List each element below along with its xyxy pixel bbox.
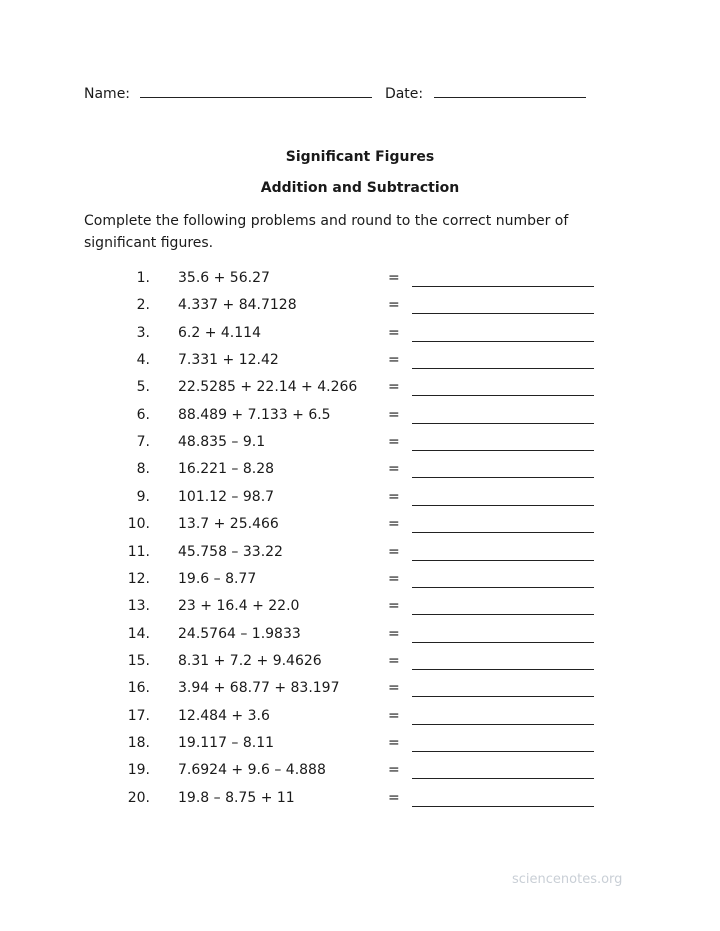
- problem-number: 18.: [127, 734, 150, 751]
- equals-sign: =: [388, 352, 400, 369]
- problem-expression: 19.8 – 8.75 + 11: [178, 789, 295, 806]
- problem-row: [0, 407, 720, 427]
- equals-sign: =: [388, 324, 400, 341]
- equals-sign: =: [388, 406, 400, 423]
- answer-blank[interactable]: [412, 368, 594, 369]
- equals-sign: =: [388, 543, 400, 560]
- problem-row: [0, 352, 720, 372]
- problem-number: 5.: [136, 379, 150, 396]
- equals-sign: =: [388, 297, 400, 314]
- problem-expression: 12.484 + 3.6: [178, 707, 270, 724]
- name-label: Name:: [84, 86, 131, 102]
- problem-number: 8.: [136, 461, 150, 478]
- equals-sign: =: [388, 734, 400, 751]
- watermark: sciencenotes.org: [512, 872, 623, 887]
- name-date-line: [84, 85, 586, 102]
- problem-row: [0, 325, 720, 345]
- problem-expression: 24.5764 – 1.9833: [178, 625, 301, 642]
- problem-row: [0, 571, 720, 591]
- equals-sign: =: [388, 652, 400, 669]
- problem-expression: 7.6924 + 9.6 – 4.888: [178, 762, 326, 779]
- equals-sign: =: [388, 488, 400, 505]
- problem-row: [0, 270, 720, 290]
- problem-row: [0, 461, 720, 481]
- worksheet-subtitle: Addition and Subtraction: [260, 180, 460, 196]
- date-field[interactable]: [434, 85, 586, 98]
- problem-number: 7.: [136, 434, 150, 451]
- problem-number: 3.: [136, 324, 150, 341]
- problem-row: [0, 680, 720, 700]
- problem-expression: 88.489 + 7.133 + 6.5: [178, 406, 331, 423]
- date-label: Date:: [384, 86, 424, 102]
- problem-number: 13.: [127, 598, 150, 615]
- equals-sign: =: [388, 680, 400, 697]
- equals-sign: =: [388, 461, 400, 478]
- answer-blank[interactable]: [412, 477, 594, 478]
- problem-number: 19.: [127, 762, 150, 779]
- problem-row: [0, 598, 720, 618]
- problem-row: [0, 489, 720, 509]
- answer-blank[interactable]: [412, 395, 594, 396]
- answer-blank[interactable]: [412, 286, 594, 287]
- problem-number: 10.: [127, 516, 150, 533]
- equals-sign: =: [388, 270, 400, 286]
- problem-number: 17.: [127, 707, 150, 724]
- answer-blank[interactable]: [412, 778, 594, 779]
- problem-number: 20.: [127, 789, 150, 806]
- answer-blank[interactable]: [412, 696, 594, 697]
- problem-row: [0, 762, 720, 782]
- problem-row: [0, 626, 720, 646]
- equals-sign: =: [388, 434, 400, 451]
- problem-number: 16.: [127, 680, 150, 697]
- answer-blank[interactable]: [412, 560, 594, 561]
- answer-blank[interactable]: [412, 587, 594, 588]
- answer-blank[interactable]: [412, 751, 594, 752]
- problem-row: [0, 708, 720, 728]
- answer-blank[interactable]: [412, 505, 594, 506]
- answer-blank[interactable]: [412, 313, 594, 314]
- problem-expression: 45.758 – 33.22: [178, 543, 283, 560]
- problem-expression: 19.117 – 8.11: [178, 734, 275, 751]
- equals-sign: =: [388, 379, 400, 396]
- equals-sign: =: [388, 598, 400, 615]
- problem-expression: 8.31 + 7.2 + 9.4626: [178, 652, 322, 669]
- problem-number: 14.: [127, 625, 150, 642]
- problem-number: 15.: [127, 652, 150, 669]
- problem-row: [0, 790, 720, 810]
- problem-expression: 16.221 – 8.28: [178, 461, 275, 478]
- problem-row: [0, 544, 720, 564]
- answer-blank[interactable]: [412, 614, 594, 615]
- answer-blank[interactable]: [412, 341, 594, 342]
- problem-number: 6.: [136, 406, 150, 423]
- problem-expression: 22.5285 + 22.14 + 4.266: [178, 379, 358, 396]
- equals-sign: =: [388, 516, 400, 533]
- problem-row: [0, 516, 720, 536]
- problem-number: 12.: [127, 570, 150, 587]
- answer-blank[interactable]: [412, 642, 594, 643]
- problem-row: [0, 379, 720, 399]
- problem-number: 2.: [136, 297, 150, 314]
- problem-expression: 48.835 – 9.1: [178, 434, 266, 451]
- answer-blank[interactable]: [412, 450, 594, 451]
- equals-sign: =: [388, 762, 400, 779]
- equals-sign: =: [388, 707, 400, 724]
- problem-expression: 19.6 – 8.77: [178, 570, 257, 587]
- problem-number: 9.: [136, 488, 150, 505]
- problem-expression: 4.337 + 84.7128: [178, 297, 297, 314]
- answer-blank[interactable]: [412, 724, 594, 725]
- problem-row: [0, 297, 720, 317]
- problem-expression: 6.2 + 4.114: [178, 324, 261, 341]
- problem-number: 4.: [136, 352, 150, 369]
- problem-expression: 35.6 + 56.27: [178, 270, 270, 286]
- name-field[interactable]: [140, 85, 372, 98]
- problem-row: [0, 653, 720, 673]
- problem-number: 11.: [127, 543, 150, 560]
- answer-blank[interactable]: [412, 806, 594, 807]
- problem-number: 1.: [136, 270, 150, 286]
- answer-blank[interactable]: [412, 532, 594, 533]
- equals-sign: =: [388, 570, 400, 587]
- problem-expression: 101.12 – 98.7: [178, 488, 275, 505]
- answer-blank[interactable]: [412, 669, 594, 670]
- problem-expression: 23 + 16.4 + 22.0: [178, 598, 300, 615]
- answer-blank[interactable]: [412, 423, 594, 424]
- problem-row: [0, 735, 720, 755]
- instructions: Complete the following problems and round to the correct number of significant figures.: [84, 213, 569, 251]
- problem-expression: 3.94 + 68.77 + 83.197: [178, 680, 340, 697]
- worksheet-title: Significant Figures: [285, 149, 435, 165]
- problem-expression: 7.331 + 12.42: [178, 352, 279, 369]
- problem-row: [0, 434, 720, 454]
- equals-sign: =: [388, 625, 400, 642]
- problem-expression: 13.7 + 25.466: [178, 516, 279, 533]
- equals-sign: =: [388, 789, 400, 806]
